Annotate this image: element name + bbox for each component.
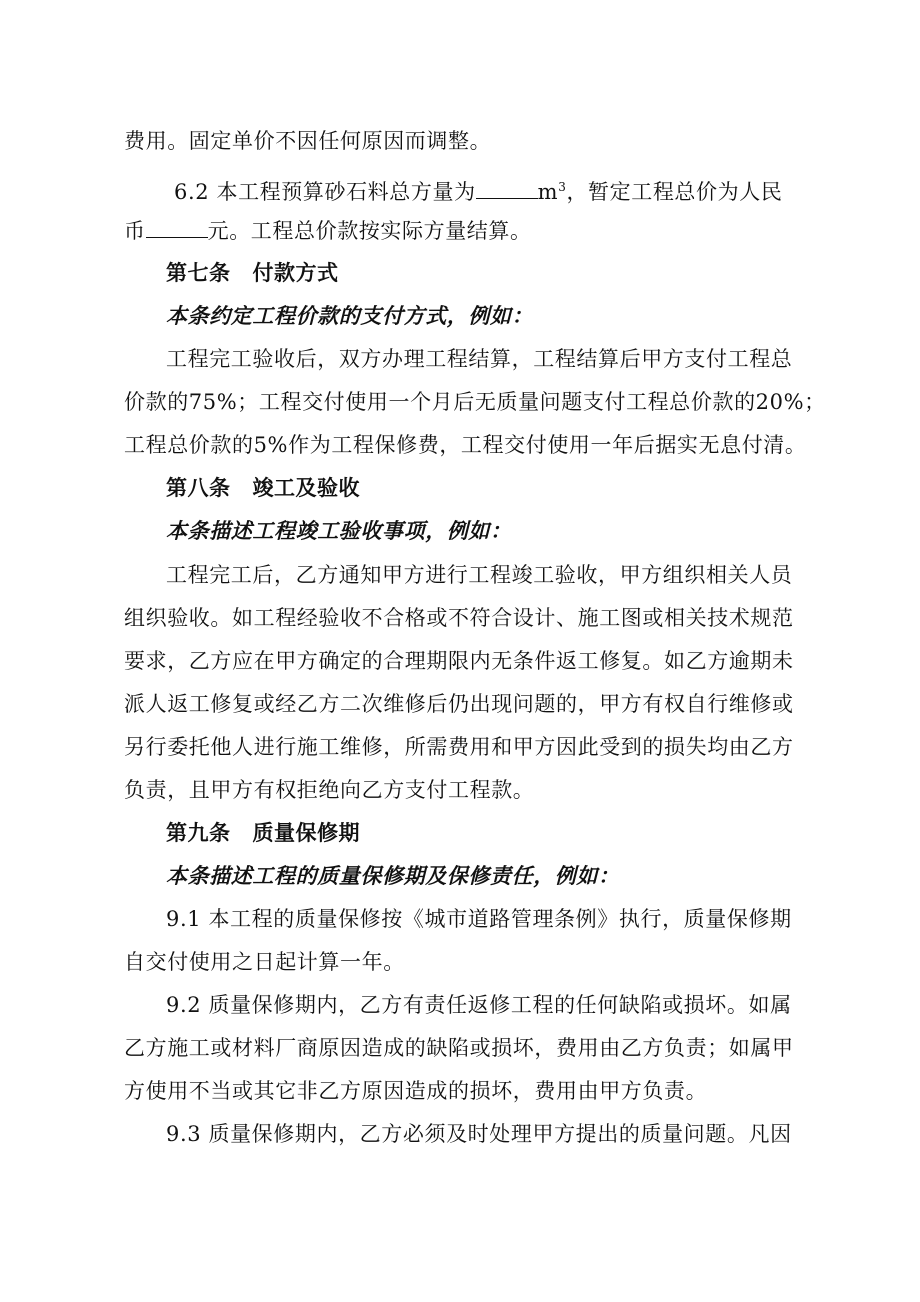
paragraph-line: 要求，乙方应在甲方确定的合理期限内无条件返工修复。如乙方逾期未: [124, 649, 794, 673]
unit-superscript: 3: [558, 180, 567, 194]
paragraph-line: 工程完工后，乙方通知甲方进行工程竣工验收，甲方组织相关人员: [166, 563, 793, 587]
clause-6-2-text-cont: ，暂定工程总价为人民: [566, 180, 783, 204]
article-7-heading: [166, 258, 846, 288]
unit-text: m: [537, 180, 559, 204]
clause-6-2-text: 6.2 本工程预算砂石料总方量为: [174, 180, 476, 204]
article-9-number: 第九条: [166, 821, 231, 845]
article-7-note: 本条约定工程价款的支付方式，例如：: [166, 303, 534, 328]
currency-text: 币: [124, 219, 146, 243]
paragraph-line: 另行委托他人进行施工维修，所需费用和甲方因此受到的损失均由乙方: [124, 735, 794, 759]
blank-price-field[interactable]: [146, 215, 208, 238]
article-9-note: 本条描述工程的质量保修期及保修责任，例如：: [166, 863, 620, 888]
article-7-number: 第七条: [166, 261, 231, 285]
paragraph-line: 组织验收。如工程经验收不合格或不符合设计、施工图或相关技术规范: [124, 606, 794, 630]
article-8-heading: [166, 473, 846, 503]
paragraph-line: 派人返工修复或经乙方二次维修后仍出现问题的，甲方有权自行维修或: [124, 692, 794, 716]
clause-9-3-line: 9.3 质量保修期内，乙方必须及时处理甲方提出的质量问题。凡因: [166, 1122, 792, 1146]
paragraph-line: 工程总价款的5%作为工程保修费，工程交付使用一年后据实无息付清。: [124, 433, 807, 457]
clause-9-2-line-2: 乙方施工或材料厂商原因造成的缺陷或损坏，费用由乙方负责；如属甲: [124, 1036, 794, 1060]
article-8-note: 本条描述工程竣工验收事项，例如：: [166, 518, 512, 543]
article-9-title: 质量保修期: [252, 821, 360, 845]
article-7-title: 付款方式: [252, 261, 339, 285]
clause-9-2-line: 9.2 质量保修期内，乙方有责任返修工程的任何缺陷或损坏。如属: [166, 993, 792, 1017]
text-line: 费用。固定单价不因任何原因而调整。: [124, 129, 492, 153]
clause-9-1-line: 9.1 本工程的质量保修按《城市道路管理条例》执行，质量保修期: [166, 907, 792, 931]
article-8-title: 竣工及验收: [252, 476, 360, 500]
clause-6-2-line: [174, 172, 854, 207]
article-8-number: 第八条: [166, 476, 231, 500]
clause-9-1-line-2: 自交付使用之日起计算一年。: [124, 950, 405, 974]
paragraph-line: 工程完工验收后，双方办理工程结算，工程结算后甲方支付工程总: [166, 347, 793, 371]
paragraph-line: 价款的75%；工程交付使用一个月后无质量问题支付工程总价款的20%；: [124, 390, 826, 414]
article-9-heading: [166, 818, 846, 848]
clause-9-2-line-3: 方使用不当或其它非乙方原因造成的损坏，费用由甲方负责。: [124, 1079, 708, 1103]
clause-6-2-tail: 元。工程总价款按实际方量结算。: [207, 219, 532, 243]
blank-volume-field[interactable]: [476, 176, 538, 199]
clause-6-2-line-2: [124, 215, 804, 246]
paragraph-line: 负责，且甲方有权拒绝向乙方支付工程款。: [124, 778, 535, 802]
